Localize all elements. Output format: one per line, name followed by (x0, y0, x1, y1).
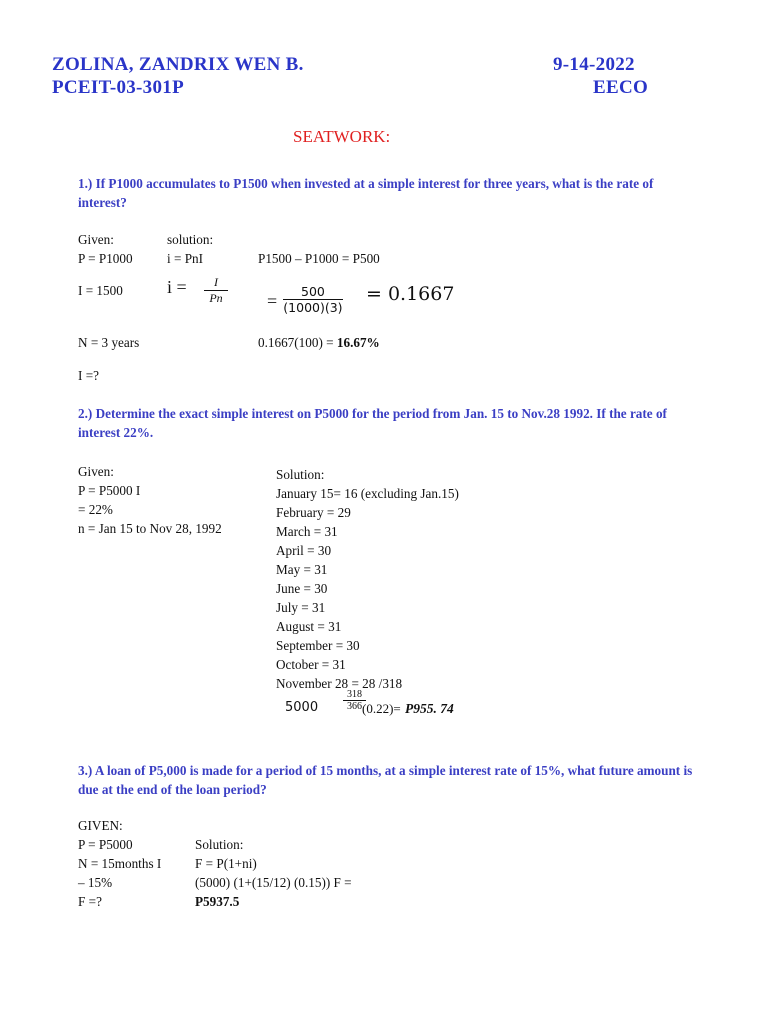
q1-i-fraction (204, 275, 228, 306)
q1-given-label: Given: (78, 232, 114, 247)
q2-month-row: June = 30 (276, 581, 328, 596)
q1-given-unknown: I =? (78, 368, 99, 383)
q2-month-row: February = 29 (276, 505, 351, 520)
q1-percent (258, 333, 380, 352)
q2-given-item: P = P5000 I (78, 483, 141, 498)
q2-month-row: May = 31 (276, 562, 328, 577)
q2-month-row: November 28 = 28 /318 (276, 676, 403, 691)
q2-solution-label: Solution: (276, 467, 325, 482)
q2-given (78, 462, 222, 538)
q3-result: P5937.5 (195, 894, 240, 909)
q2-month-row: April = 30 (276, 543, 332, 558)
q2-calc-rate: (0.22)= (362, 701, 401, 716)
q3-given-item: N = 15months I (78, 856, 162, 871)
q2-calc-principal: 5000 (285, 700, 319, 715)
q3-formula: F = P(1+ni) (195, 856, 257, 871)
q1-fraction-denominator: (1000)(3) (283, 300, 343, 315)
q3-given-item: F =? (78, 894, 102, 909)
subject-code: EECO (593, 77, 649, 98)
q2-given-label: Given: (78, 464, 114, 479)
q1-equals: = (267, 291, 278, 311)
q1-given-n: N = 3 years (78, 335, 140, 350)
q2-month-row: March = 31 (276, 524, 338, 539)
q1-solution-label: solution: (167, 232, 214, 247)
q1-i-numerator: I (204, 275, 228, 291)
q2-month-row: July = 31 (276, 600, 326, 615)
q3-given-item: – 15% (78, 875, 113, 890)
q2-month-row: September = 30 (276, 638, 360, 653)
q2-given-item: = 22% (78, 502, 113, 517)
q1-given-p: P = P1000 (78, 251, 133, 266)
q3-given-label: GIVEN: (78, 818, 123, 833)
q2-calc-numerator: 318 (343, 689, 366, 701)
q3-calc-line (195, 873, 352, 911)
q2-solution (276, 465, 459, 693)
q1-i-lhs: i = (167, 277, 187, 297)
q2-month-row: January 15= 16 (excluding Jan.15) (276, 486, 459, 501)
q3-calc: (5000) (1+(15/12) (0.15)) F = (195, 875, 352, 890)
q2-calc-denominator: 366 (347, 701, 362, 712)
q3-solution (195, 835, 352, 911)
q1-result: = 0.1667 (366, 283, 455, 305)
section-code: PCEIT-03-301P (52, 77, 184, 98)
page-title: SEATWORK: (293, 127, 391, 146)
q1-i-denominator: Pn (209, 291, 223, 305)
q1-percent-result: 16.67% (336, 335, 380, 350)
question-1: 1.) If P1000 accumulates to P1500 when invested at a simple interest for three years, what is the rate of interest? (78, 176, 654, 210)
q1-fraction (283, 284, 343, 315)
q2-month-row: August = 31 (276, 619, 342, 634)
q1-percent-lhs: 0.1667(100) = (258, 335, 334, 350)
student-name: ZOLINA, ZANDRIX WEN B. (52, 54, 304, 75)
q1-formula: i = PnI (167, 251, 204, 266)
q1-given-i: I = 1500 (78, 283, 123, 298)
q3-given-item: P = P5000 (78, 837, 133, 852)
q3-solution-label: Solution: (195, 837, 244, 852)
q2-month-row: October = 31 (276, 657, 346, 672)
q2-given-item: n = Jan 15 to Nov 28, 1992 (78, 521, 222, 536)
q2-calc-result: P955. 74 (405, 701, 454, 716)
question-2: 2.) Determine the exact simple interest on P5000 for the period from Jan. 15 to Nov.28 1992. If the rate of interest 22%. (78, 406, 667, 440)
q1-fraction-numerator: 500 (283, 284, 343, 300)
question-3: 3.) A loan of P5,000 is made for a period of 15 months, at a simple interest rate of 15%, what future amount is due at the end of the loan period? (78, 763, 693, 797)
q1-difference: P1500 – P1000 = P500 (258, 251, 380, 266)
date: 9-14-2022 (553, 54, 635, 75)
q3-given (78, 816, 161, 911)
